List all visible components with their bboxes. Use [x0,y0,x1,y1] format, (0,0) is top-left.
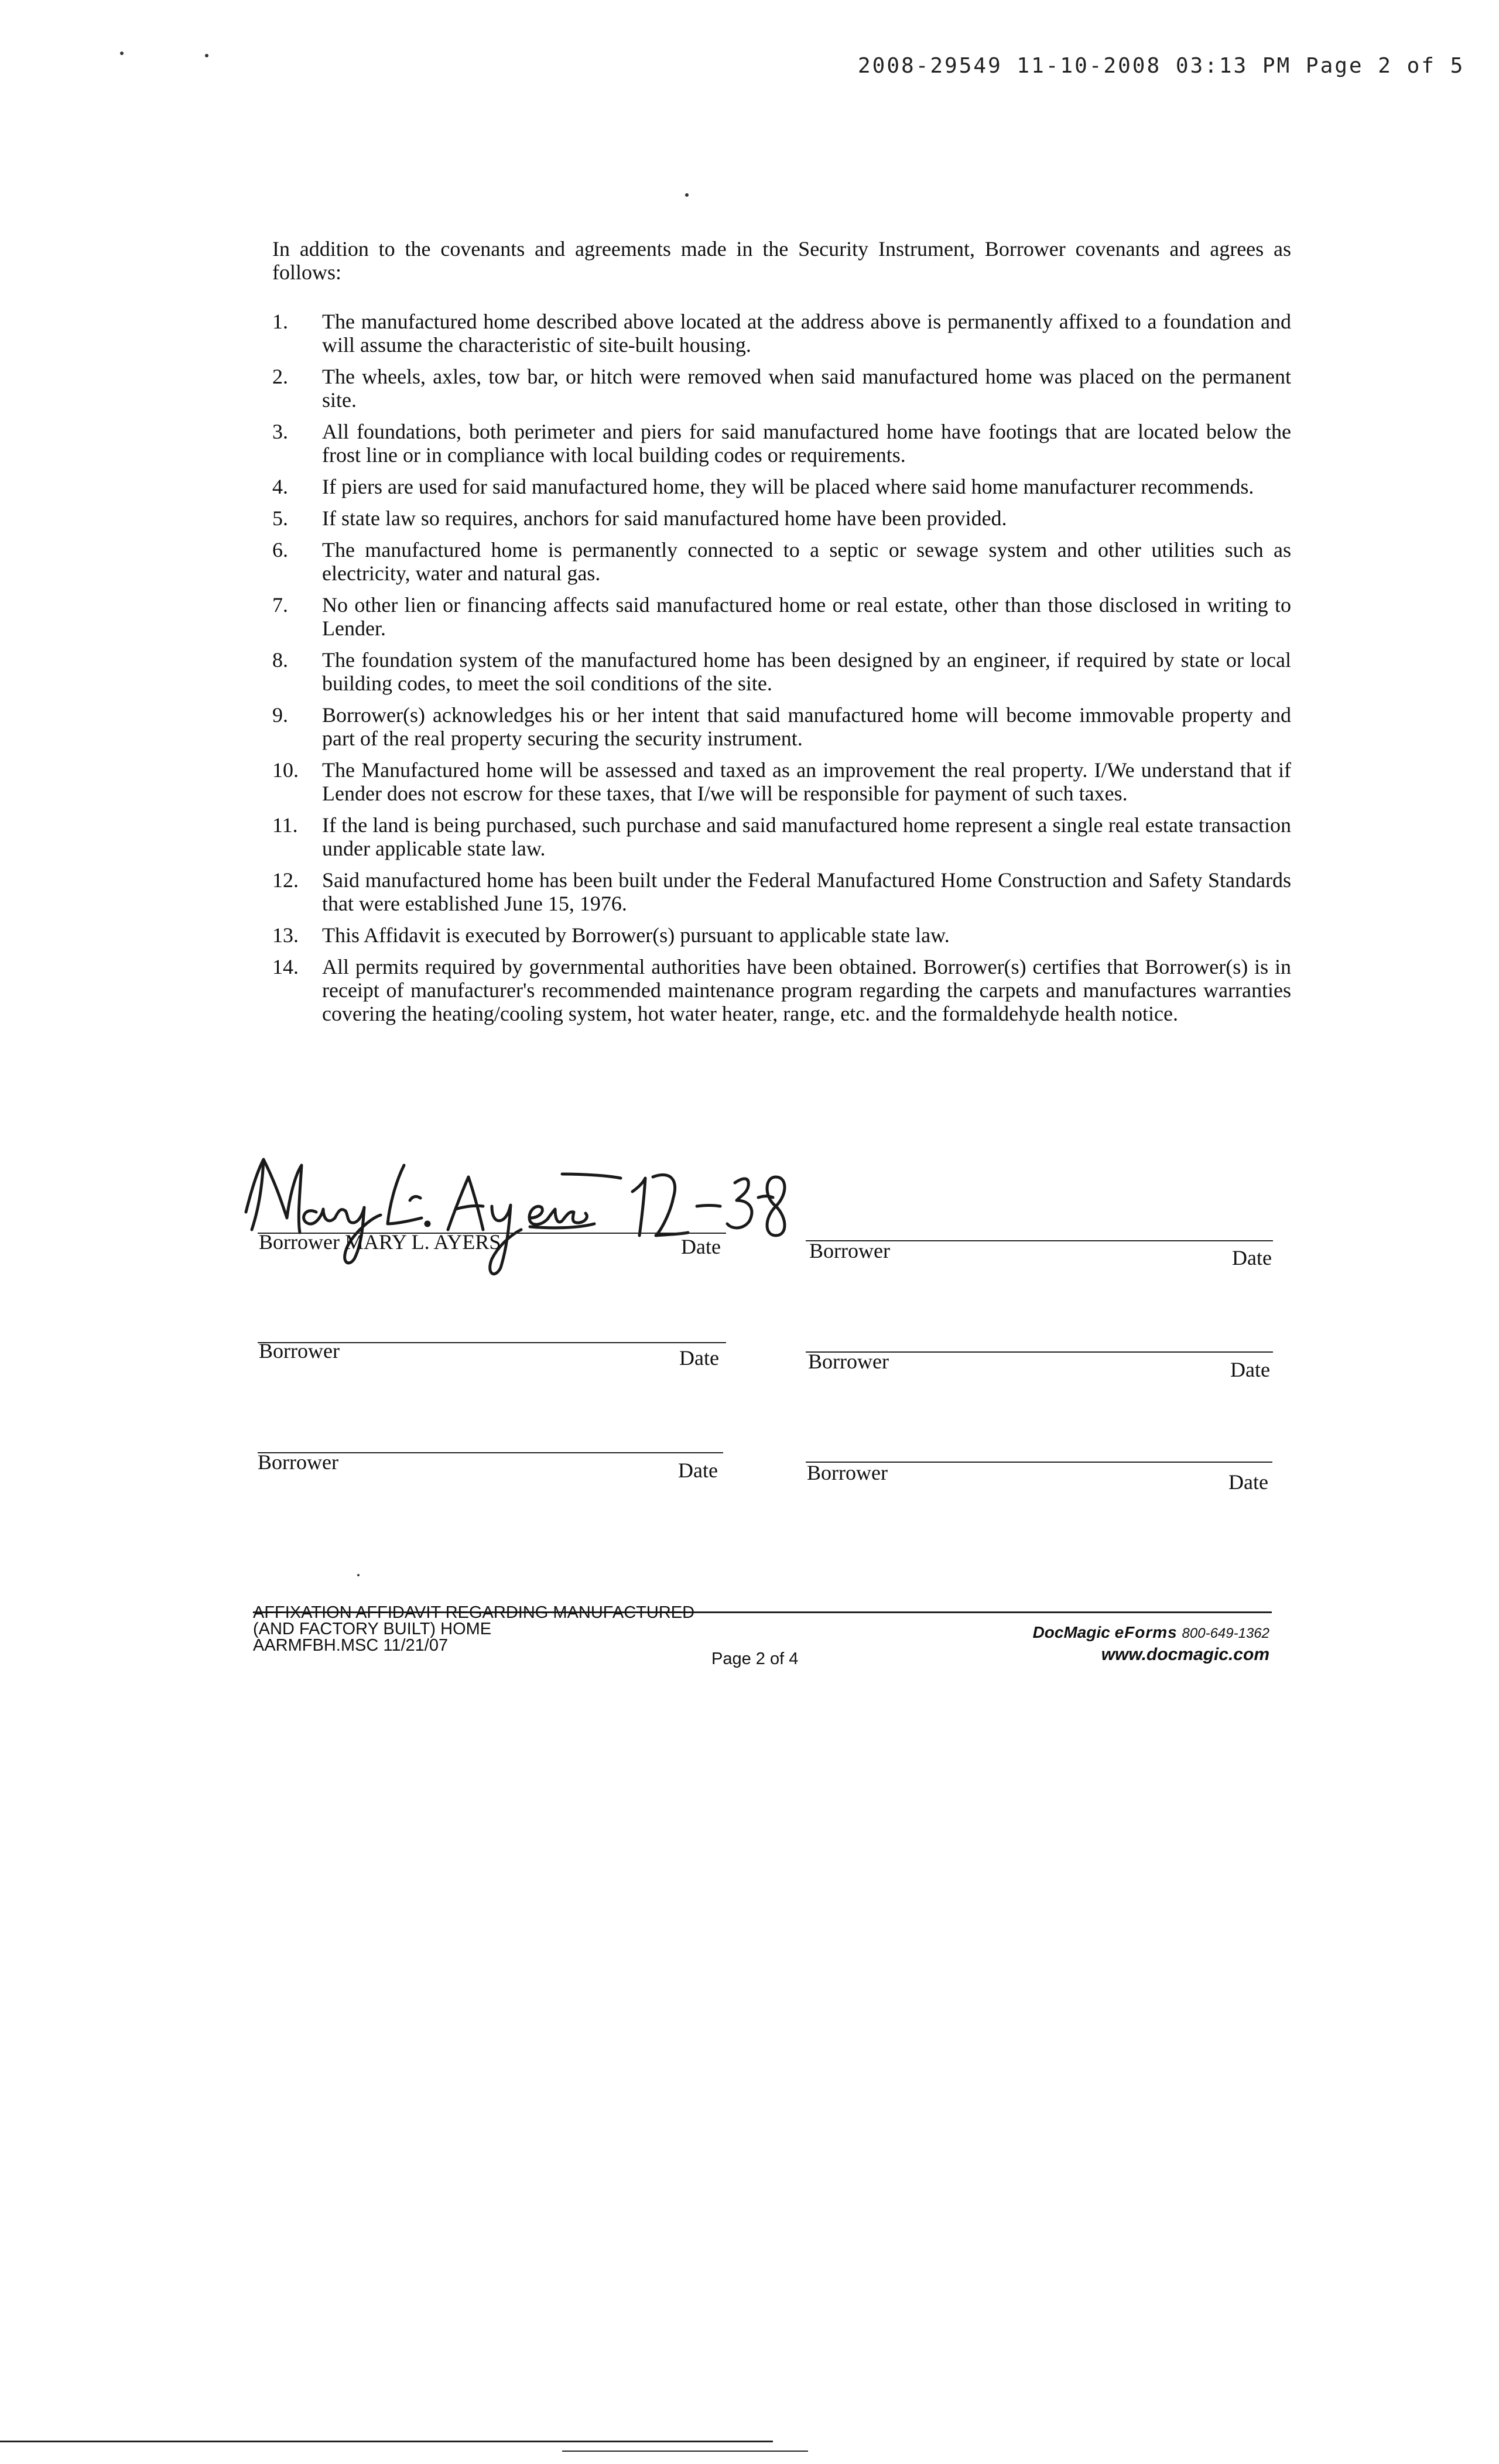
borrower-label: Borrower [808,1350,889,1373]
docmagic-branding [1033,1622,1269,1665]
covenant-text: All permits required by governmental authorities have been obtained. Borrower(s) certifies that Borrower(s) is in receipt of manufacturer's recommended maintenance program regarding the carpets and manufactures warranties covering the heating/cooling system, hot water heater, range, etc. and the formaldehyde health notice. [322,955,1291,1025]
covenant-item [272,703,1291,750]
covenant-number: 2. [272,365,288,388]
covenant-number: 12. [272,868,299,892]
affidavit-body [272,237,1291,1033]
covenant-item [272,310,1291,357]
covenant-item [272,868,1291,915]
covenant-text: All foundations, both perimeter and piers for said manufactured home have footings that are located below the frost line or in compliance with local building codes or requirements. [322,420,1291,467]
docmagic-logo: DocMagic [1032,1623,1110,1641]
covenant-number: 4. [272,475,288,498]
covenant-text: The manufactured home described above located at the address above is permanently affixed to a foundation and will assume the characteristic of site-built housing. [322,310,1291,357]
borrower-label: Borrower MARY L. AYERS [259,1230,501,1254]
covenant-item [272,420,1291,467]
website-url: www.docmagic.com [1101,1645,1269,1664]
form-identifier [253,1604,694,1654]
covenant-number: 7. [272,593,288,617]
covenant-number: 6. [272,538,288,562]
handwritten-signature [234,1142,790,1288]
covenant-text: Borrower(s) acknowledges his or her intent that said manufactured home will become immovable property and part of the real property securing the security instrument. [322,703,1291,750]
date-label: Date [1232,1246,1272,1269]
covenant-number: 14. [272,955,299,978]
covenant-text: The wheels, axles, tow bar, or hitch were removed when said manufactured home was placed on the permanent site. [322,365,1291,412]
borrower-label: Borrower [807,1461,888,1484]
covenant-number: 13. [272,923,299,947]
covenant-text: Said manufactured home has been built under the Federal Manufactured Home Construction and Safety Standards that were established June 15, 1976. [322,868,1291,915]
covenant-item [272,538,1291,585]
scan-speck [205,54,208,57]
borrower-label: Borrower [259,1339,340,1363]
covenant-item [272,923,1291,947]
covenant-text: No other lien or financing affects said manufactured home or real estate, other than those disclosed in writing to Lender. [322,593,1291,640]
covenant-text: The foundation system of the manufactured home has been designed by an engineer, if required by state or local building codes, to meet the soil conditions of the site. [322,648,1291,695]
page-number: Page 2 of 4 [711,1649,799,1668]
covenant-text: If the land is being purchased, such purchase and said manufactured home represent a single real estate transaction under applicable state law. [322,813,1291,860]
covenant-text: The manufactured home is permanently connected to a septic or sewage system and other utilities such as electricity, water and natural gas. [322,538,1291,585]
covenant-item [272,758,1291,805]
covenant-number: 11. [272,813,298,837]
eforms-logo: eForms [1114,1623,1178,1641]
scan-speck [685,193,689,197]
intro-paragraph: In addition to the covenants and agreements made in the Security Instrument, Borrower covenants and agrees as follows: [272,237,1291,284]
covenant-number: 10. [272,758,299,782]
date-label: Date [681,1235,721,1258]
covenant-text: If state law so requires, anchors for said manufactured home have been provided. [322,507,1007,530]
covenant-number: 5. [272,507,288,530]
scan-speck [120,52,124,55]
covenant-number: 3. [272,420,288,443]
covenant-item [272,475,1291,498]
scan-edge-line [562,2451,808,2452]
phone-number: 800-649-1362 [1182,1625,1269,1641]
covenant-item [272,365,1291,412]
date-label: Date [678,1459,718,1482]
covenant-number: 1. [272,310,288,333]
covenant-number: 9. [272,703,288,727]
borrower-label: Borrower [809,1239,890,1262]
covenant-item [272,955,1291,1025]
form-code: AARMFBH.MSC 11/21/07 [253,1636,449,1655]
form-title: (AND FACTORY BUILT) HOME [253,1620,492,1638]
fax-header-stamp: 2008-29549 11-10-2008 03:13 PM Page 2 of 5 [858,54,1465,78]
covenant-item [272,648,1291,695]
covenant-item [272,813,1291,860]
date-label: Date [679,1346,719,1370]
date-label: Date [1228,1470,1268,1494]
covenant-text: The Manufactured home will be assessed and taxed as an improvement the real property. I/We understand that if Lender does not escrow for these taxes, that I/we will be responsible for payment of such taxes. [322,758,1291,805]
covenant-item [272,593,1291,640]
covenant-number: 8. [272,648,288,672]
covenant-list [272,310,1291,1025]
date-label: Date [1230,1358,1270,1381]
covenant-text: If piers are used for said manufactured home, they will be placed where said home manufacturer recommends. [322,475,1254,498]
scan-speck [357,1574,360,1576]
scan-edge-line [0,2441,773,2442]
form-title: AFFIXATION AFFIDAVIT REGARDING MANUFACTURED [253,1603,695,1622]
covenant-item [272,507,1291,530]
borrower-label: Borrower [258,1450,338,1474]
covenant-text: This Affidavit is executed by Borrower(s) pursuant to applicable state law. [322,923,950,947]
